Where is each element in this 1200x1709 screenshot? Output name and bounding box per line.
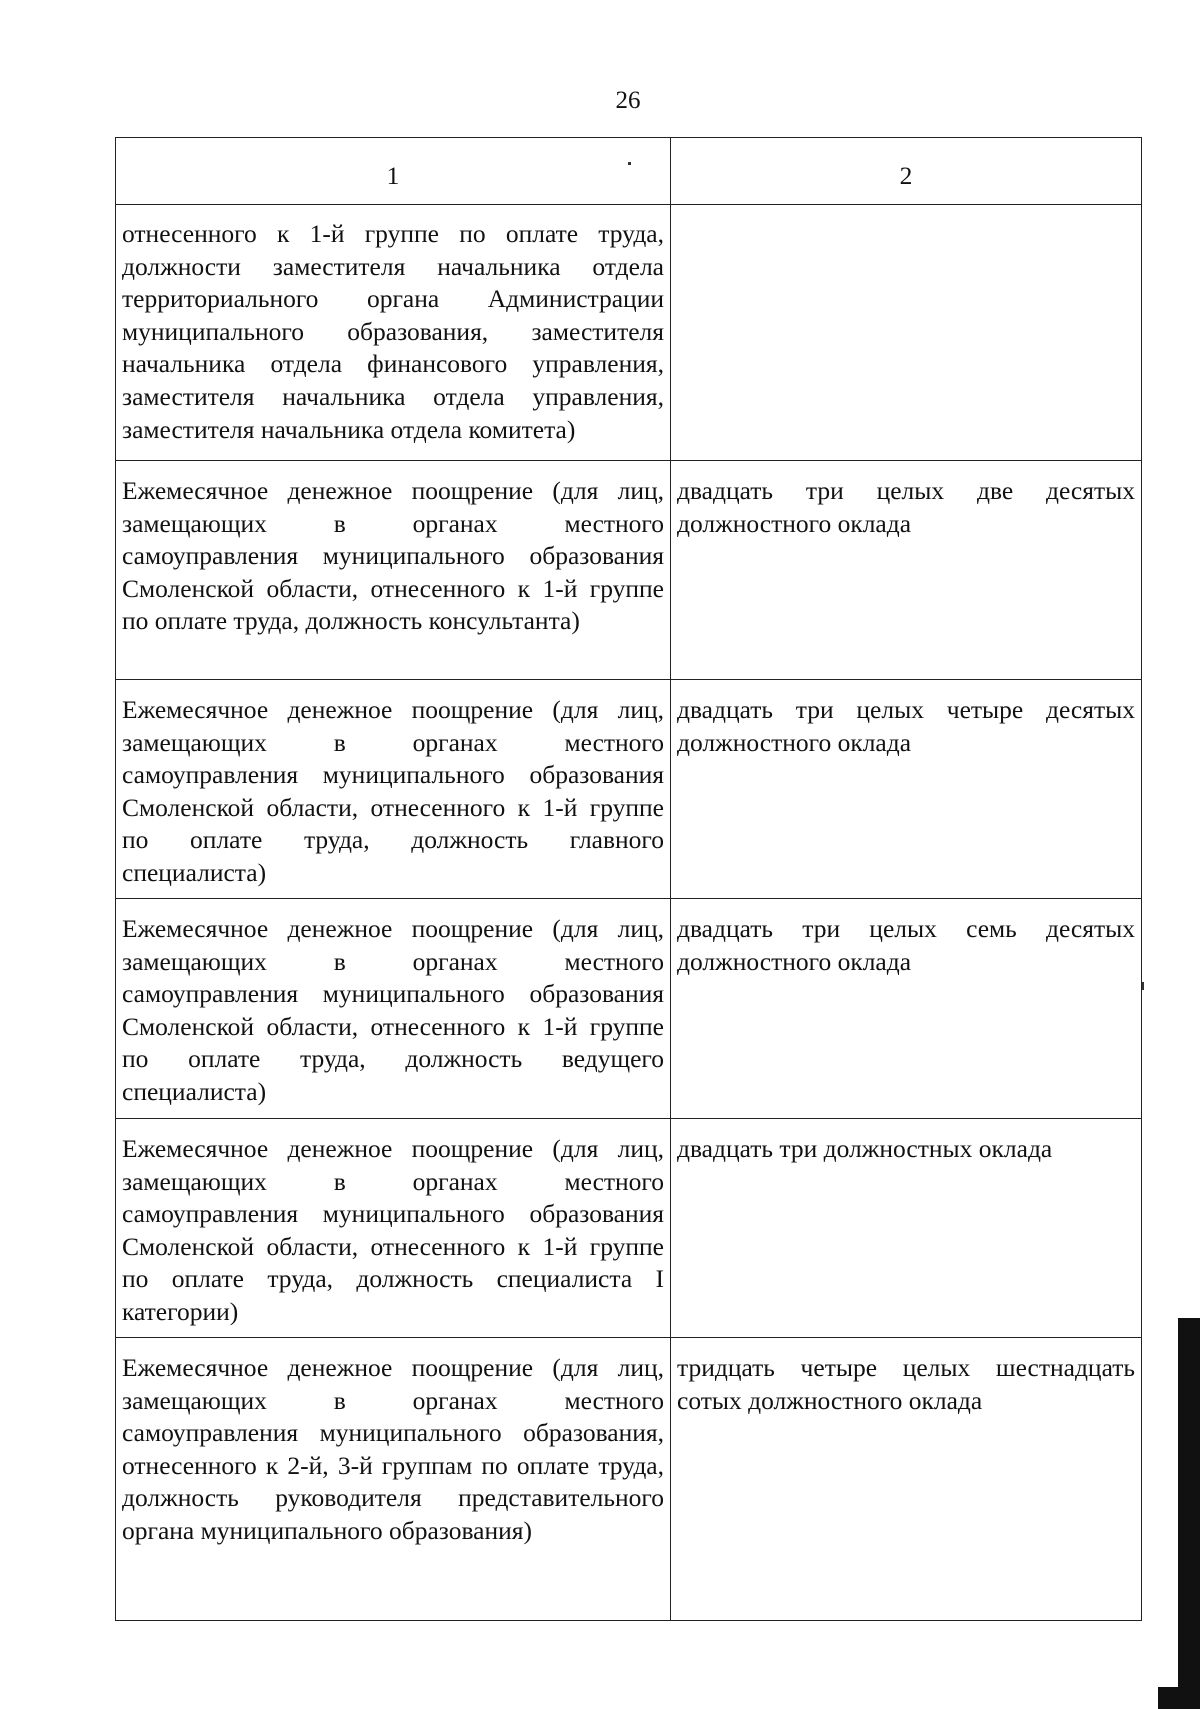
row-description: Ежемесячное денежное поощрение (для лиц, замещающих в органах местного самоуправления муниципального образования, отнесенного к 2-й, 3-й группам по оплате труда, должность руководителя представительного органа муниципального образования) — [116, 1338, 671, 1621]
page-number: 26 — [615, 87, 641, 114]
table-row — [116, 1119, 1142, 1338]
table-row — [116, 461, 1142, 680]
scan-speck — [628, 162, 631, 165]
column-header-1: 1 — [116, 138, 671, 205]
scan-speck — [1142, 982, 1144, 990]
row-description: Ежемесячное денежное поощрение (для лиц, замещающих в органах местного самоуправления муниципального образования Смоленской области, отнесенного к 1-й группе по оплате труда, должность консультанта) — [116, 461, 671, 680]
row-description: Ежемесячное денежное поощрение (для лиц, замещающих в органах местного самоуправления муниципального образования Смоленской области, отнесенного к 1-й группе по оплате труда, должность ведущего специалиста) — [116, 899, 671, 1119]
table-row — [116, 1338, 1142, 1621]
row-description: отнесенного к 1-й группе по оплате труда, должности заместителя начальника отдела территориального органа Администрации муниципального образования, заместителя начальника отдела финансового управления, заместителя начальника отдела управления, заместителя начальника отдела комитета) — [116, 205, 671, 461]
table-row — [116, 205, 1142, 461]
table-header-row — [116, 138, 1142, 205]
row-amount: двадцать три должностных оклада — [671, 1119, 1142, 1338]
table-row — [116, 899, 1142, 1119]
row-amount: двадцать три целых четыре десятых должностного оклада — [671, 680, 1142, 899]
row-description: Ежемесячное денежное поощрение (для лиц, замещающих в органах местного самоуправления муниципального образования Смоленской области, отнесенного к 1-й группе по оплате труда, должность главного специалиста) — [116, 680, 671, 899]
row-amount: двадцать три целых семь десятых должностного оклада — [671, 899, 1142, 1119]
scan-edge-shadow-foot — [1158, 1687, 1200, 1709]
row-amount — [671, 205, 1142, 461]
table-row — [116, 680, 1142, 899]
row-amount: тридцать четыре целых шестнадцать сотых должностного оклада — [671, 1338, 1142, 1621]
column-header-2: 2 — [671, 138, 1142, 205]
scan-edge-shadow — [1178, 1318, 1200, 1709]
row-description: Ежемесячное денежное поощрение (для лиц, замещающих в органах местного самоуправления муниципального образования Смоленской области, отнесенного к 1-й группе по оплате труда, должность специалиста I категории) — [116, 1119, 671, 1338]
document-table — [115, 137, 1142, 1621]
row-amount: двадцать три целых две десятых должностного оклада — [671, 461, 1142, 680]
